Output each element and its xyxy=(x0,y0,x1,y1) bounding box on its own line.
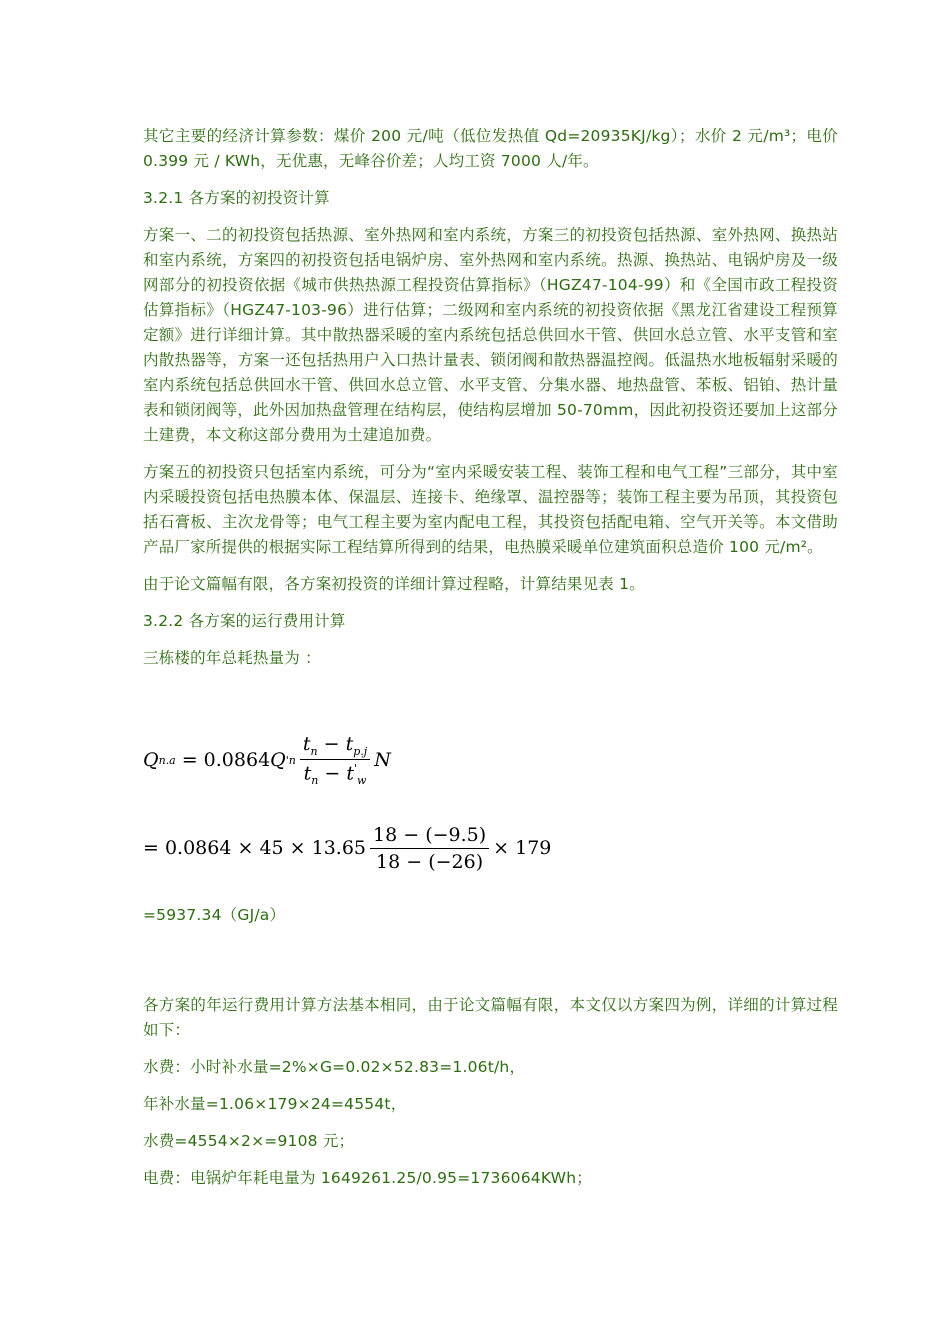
paragraph-water-hourly: 水费：小时补水量=2%×G=0.02×52.83=1.06t/h， xyxy=(143,1058,526,1076)
fraction-temperatures: $\frac{t_n - t_{p.j}}{t_n - t'_w}$ xyxy=(300,733,370,788)
formula-annual-heat-numeric: = 0.0864 × 45 × 13.65 $\frac{18 - (-9.5)}{18 - (-26)}$ × 179 xyxy=(143,823,552,873)
text-block-top xyxy=(143,124,838,683)
paragraph-parameters: 其它主要的经济计算参数：煤价 200 元/吨（低位发热值 Qd=20935KJ/kg）；水价 2 元/m³；电价 0.399 元 / KWh，无优惠，无峰谷价差；人均工资 7000 人/年。 xyxy=(143,127,838,170)
text-block-bottom xyxy=(143,993,838,1203)
paragraph-scheme-five: 方案五的初投资只包括室内系统，可分为“室内采暖安装工程、装饰工程和电气工程”三部分，其中室内采暖投资包括电热膜本体、保温层、连接卡、绝缘罩、温控器等；装饰工程主要为吊顶，其投资包括石膏板、主次龙骨等；电气工程主要为室内配电工程，其投资包括配电箱、空气开关等。本文借助产品厂家所提供的根据实际工程结算所得到的结果，电热膜采暖单位建筑面积总造价 100 元/m²。 xyxy=(143,463,838,556)
paragraph-annual-heat: 三栋楼的年总耗热量为 ： xyxy=(143,649,321,667)
paragraph-running-cost: 各方案的年运行费用计算方法基本相同，由于论文篇幅有限，本文仅以方案四为例，详细的计算过程如下： xyxy=(143,996,838,1039)
section-heading-3-2-1: 3.2.1 各方案的初投资计算 xyxy=(143,189,330,207)
formula-annual-heat-symbolic: Q n.a = 0.0864 Q ' n $\frac{t_n - t_{p.j}}{t_n - t'_w}$ N xyxy=(143,732,391,788)
paragraph-electric-fee: 电费：电锅炉年耗电量为 1649261.25/0.95=1736064KWh； xyxy=(143,1169,592,1187)
paragraph-omitted-details: 由于论文篇幅有限，各方案初投资的详细计算过程略，计算结果见表 1。 xyxy=(143,575,645,593)
paragraph-water-annual: 年补水量=1.06×179×24=4554t， xyxy=(143,1095,407,1113)
section-heading-3-2-2: 3.2.2 各方案的运行费用计算 xyxy=(143,612,346,630)
fraction-numeric: $\frac{18 - (-9.5)}{18 - (-26)}$ xyxy=(370,824,489,873)
paragraph-water-fee: 水费=4554×2×=9108 元； xyxy=(143,1132,355,1150)
paragraph-initial-investment: 方案一、二的初投资包括热源、室外热网和室内系统，方案三的初投资包括热源、室外热网、换热站和室内系统，方案四的初投资包括电锅炉房、室外热网和室内系统。热源、换热站、电锅炉房及一级网部分的初投资依据《城市供热热源工程投资估算指标》（HGZ47-104-99）和《全国市政工程投资估算指标》（HGZ47-103-96）进行估算；二级网和室内系统的初投资依据《黑龙江省建设工程预算定额》进行详细计算。其中散热器采暖的室内系统包括总供回水干管、供回水总立管、水平支管和室内散热器等，方案一还包括热用户入口热计量表、锁闭阀和散热器温控阀。低温热水地板辐射采暖的室内系统包括总供回水干管、供回水总立管、水平支管、分集水器、地热盘管、苯板、铝铂、热计量表和锁闭阀等，此外因加热盘管理在结构层，使结构层增加 50-70mm，因此初投资还要加上这部分土建费，本文称这部分费用为土建追加费。 xyxy=(143,226,838,444)
result-block xyxy=(143,903,838,928)
result-value: =5937.34（GJ/a） xyxy=(143,906,286,924)
